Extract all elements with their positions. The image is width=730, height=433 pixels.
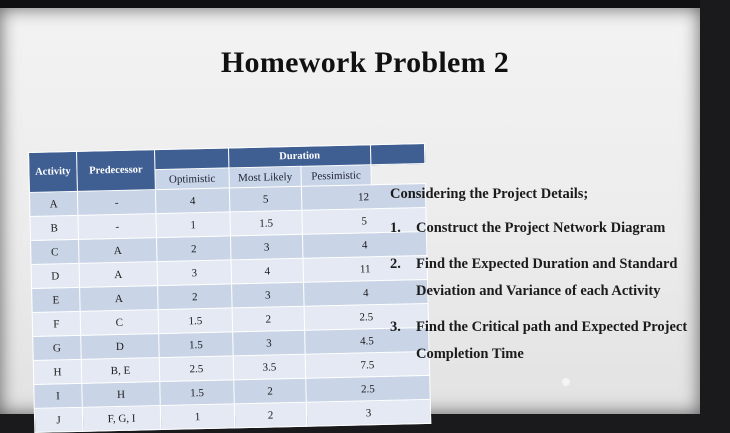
task-number: 2. — [390, 256, 401, 272]
cell-predecessor: - — [77, 190, 156, 216]
cell-pessimistic: 3 — [306, 399, 431, 426]
cell-predecessor: C — [80, 310, 159, 336]
cell-most-likely: 2 — [234, 378, 307, 404]
cell-optimistic: 1.5 — [160, 380, 235, 406]
cell-most-likely: 3 — [233, 330, 306, 356]
cell-activity: A — [29, 191, 78, 216]
cell-optimistic: 1 — [156, 212, 231, 238]
cell-most-likely: 3 — [232, 282, 305, 308]
cell-most-likely: 2 — [234, 402, 307, 428]
cell-pessimistic: 4 — [302, 231, 427, 258]
cell-activity: B — [30, 215, 79, 240]
cell-predecessor: D — [81, 334, 160, 360]
cell-pessimistic: 2.5 — [306, 375, 431, 402]
cell-optimistic: 1.5 — [159, 332, 234, 358]
cell-activity: H — [33, 359, 82, 384]
cell-optimistic: 2 — [158, 284, 233, 310]
cell-pessimistic: 2.5 — [304, 303, 429, 330]
cell-activity: D — [31, 263, 80, 288]
cell-activity: J — [34, 407, 83, 432]
cell-optimistic: 4 — [155, 188, 230, 214]
cell-activity: G — [33, 335, 82, 360]
cell-predecessor: B, E — [81, 358, 160, 384]
task-text: Construct the Project Network Diagram — [416, 220, 666, 236]
cell-predecessor: F, G, I — [82, 406, 161, 432]
task-number: 1. — [390, 220, 401, 236]
slide-title: Homework Problem 2 — [220, 46, 510, 79]
cell-pessimistic: 4 — [304, 279, 429, 306]
cell-optimistic: 1.5 — [158, 308, 233, 334]
cell-most-likely: 1.5 — [230, 210, 303, 236]
header-blank-right — [370, 144, 424, 165]
cell-activity: F — [32, 311, 81, 336]
task-item — [390, 314, 700, 368]
instructions-panel — [390, 186, 700, 377]
cell-most-likely: 3.5 — [233, 354, 306, 380]
cell-predecessor: - — [78, 214, 157, 240]
header-most-likely: Most Likely — [229, 166, 301, 188]
screen-glare — [562, 378, 570, 386]
cell-predecessor: A — [79, 262, 158, 288]
cell-most-likely: 2 — [232, 306, 305, 332]
header-blank — [154, 148, 228, 170]
cell-predecessor: A — [80, 286, 159, 312]
cell-predecessor: H — [82, 382, 161, 408]
cell-pessimistic: 5 — [302, 207, 427, 234]
cell-pessimistic: 4.5 — [305, 327, 430, 354]
header-pessimistic: Pessimistic — [301, 165, 371, 187]
cell-pessimistic: 11 — [303, 255, 428, 282]
task-text: Find the Critical path and Expected Project Completion Time — [416, 319, 688, 362]
cell-activity: E — [32, 287, 81, 312]
header-predecessor: Predecessor — [76, 150, 155, 192]
header-optimistic: Optimistic — [155, 168, 229, 190]
cell-activity: C — [31, 239, 80, 264]
cell-optimistic: 2 — [156, 236, 231, 262]
cell-activity: I — [34, 383, 83, 408]
cell-optimistic: 1 — [160, 404, 235, 430]
slide — [0, 8, 700, 426]
cell-optimistic: 2.5 — [159, 356, 234, 382]
task-item — [390, 215, 700, 242]
instructions-intro: Considering the Project Details; — [390, 186, 589, 202]
task-number: 3. — [390, 319, 401, 335]
cell-predecessor: A — [78, 238, 157, 264]
cell-most-likely: 5 — [229, 186, 302, 212]
cell-optimistic: 3 — [157, 260, 232, 286]
cell-most-likely: 4 — [231, 258, 304, 284]
activity-table — [28, 143, 431, 433]
task-text: Find the Expected Duration and Standard Deviation and Variance of each Activity — [416, 256, 678, 299]
cell-pessimistic: 7.5 — [305, 351, 430, 378]
cell-pessimistic: 12 — [301, 183, 426, 210]
task-item — [390, 251, 700, 305]
cell-most-likely: 3 — [230, 234, 303, 260]
header-activity: Activity — [29, 151, 78, 192]
header-duration: Duration — [228, 145, 370, 168]
